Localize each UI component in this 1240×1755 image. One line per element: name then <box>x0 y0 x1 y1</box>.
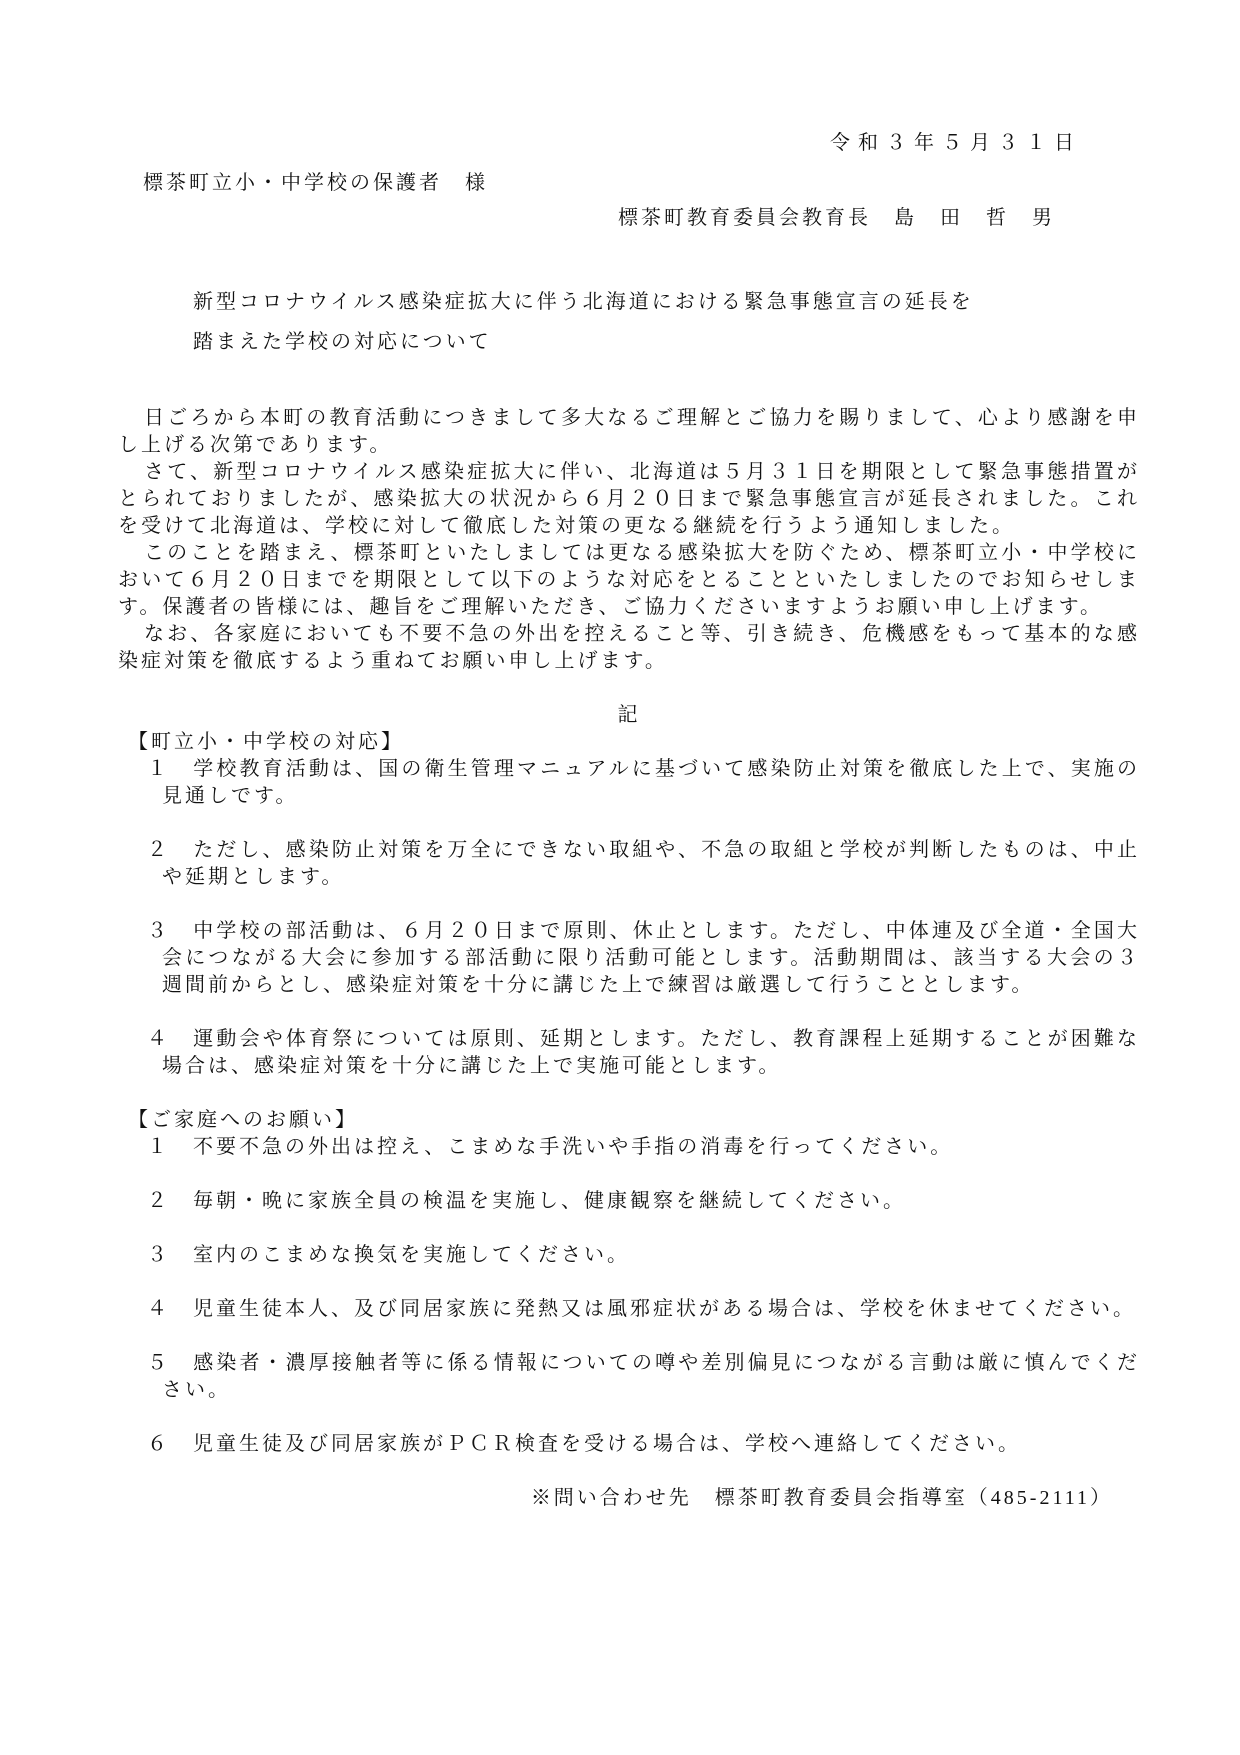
school-item-3: ３ 中学校の部活動は、６月２０日まで原則、休止とします。ただし、中体連及び全道・全国大会につながる大会に参加する部活動に限り活動可能とします。活動期間は、該当する大会の３週間前からとし、感染症対策を十分に講じた上で練習は厳選して行うこととします。 <box>147 920 1140 996</box>
section-school-response-header: 【町立小・中学校の対応】 <box>128 731 404 753</box>
body-paragraphs <box>118 405 1140 675</box>
school-item-1: １ 学校教育活動は、国の衛生管理マニュアルに基づいて感染防止対策を徹底した上で、実施の見通しです。 <box>147 758 1140 807</box>
paragraph-greeting: 日ごろから本町の教育活動につきまして多大なるご理解とご協力を賜りまして、心より感謝を申し上げる次第であります。 <box>118 407 1140 456</box>
document-date: 令和３年５月３１日 <box>830 132 1082 154</box>
family-item-3: ３ 室内のこまめな換気を実施してください。 <box>147 1244 630 1266</box>
title-line-2: 踏まえた学校の対応について <box>193 331 492 353</box>
ki-marker: 記 <box>617 704 641 726</box>
document-title <box>193 289 1140 356</box>
family-item-2: ２ 毎朝・晩に家族全員の検温を実施し、健康観察を継続してください。 <box>147 1190 906 1212</box>
paragraph-background: さて、新型コロナウイルス感染症拡大に伴い、北海道は５月３１日を期限として緊急事態措置がとられておりましたが、感染拡大の状況から６月２０日まで緊急事態宣言が延長されました。これを受けて北海道は、学校に対して徹底した対策の更なる継続を行うよう通知しました。 <box>118 461 1140 537</box>
sender-line: 標茶町教育委員会教育長 島 田 哲 男 <box>618 207 1055 229</box>
school-item-4: ４ 運動会や体育祭については原則、延期とします。ただし、教育課程上延期することが困難な場合は、感染症対策を十分に講じた上で実施可能とします。 <box>147 1028 1140 1077</box>
family-item-5: ５ 感染者・濃厚接触者等に係る情報についての噂や差別偏見につながる言動は厳に慎んでください。 <box>147 1352 1140 1401</box>
paragraph-town-response: このことを踏まえ、標茶町といたしましては更なる感染拡大を防ぐため、標茶町立小・中学校において６月２０日までを期限として以下のような対応をとることといたしましたのでお知らせします。保護者の皆様には、趣旨をご理解いただき、ご協力くださいますようお願い申し上げます。 <box>118 542 1140 618</box>
paragraph-request: なお、各家庭においても不要不急の外出を控えること等、引き続き、危機感をもって基本的な感染症対策を徹底するよう重ねてお願い申し上げます。 <box>118 623 1140 672</box>
school-item-2: ２ ただし、感染防止対策を万全にできない取組や、不急の取組と学校が判断したものは、中止や延期とします。 <box>147 839 1140 888</box>
title-line-1: 新型コロナウイルス感染症拡大に伴う北海道における緊急事態宣言の延長を <box>193 291 974 313</box>
contact-footer: ※問い合わせ先 標茶町教育委員会指導室（485-2111） <box>530 1487 1113 1509</box>
family-item-1: １ 不要不急の外出は控え、こまめな手洗いや手指の消毒を行ってください。 <box>147 1136 954 1158</box>
family-item-4: ４ 児童生徒本人、及び同居家族に発熱又は風邪症状がある場合は、学校を休ませてください。 <box>147 1298 1136 1320</box>
section-family-request-header: 【ご家庭へのお願い】 <box>128 1109 358 1131</box>
addressee-line: 標茶町立小・中学校の保護者 様 <box>143 172 488 194</box>
family-item-6: ６ 児童生徒及び同居家族がＰＣＲ検査を受ける場合は、学校へ連絡してください。 <box>147 1433 1021 1455</box>
